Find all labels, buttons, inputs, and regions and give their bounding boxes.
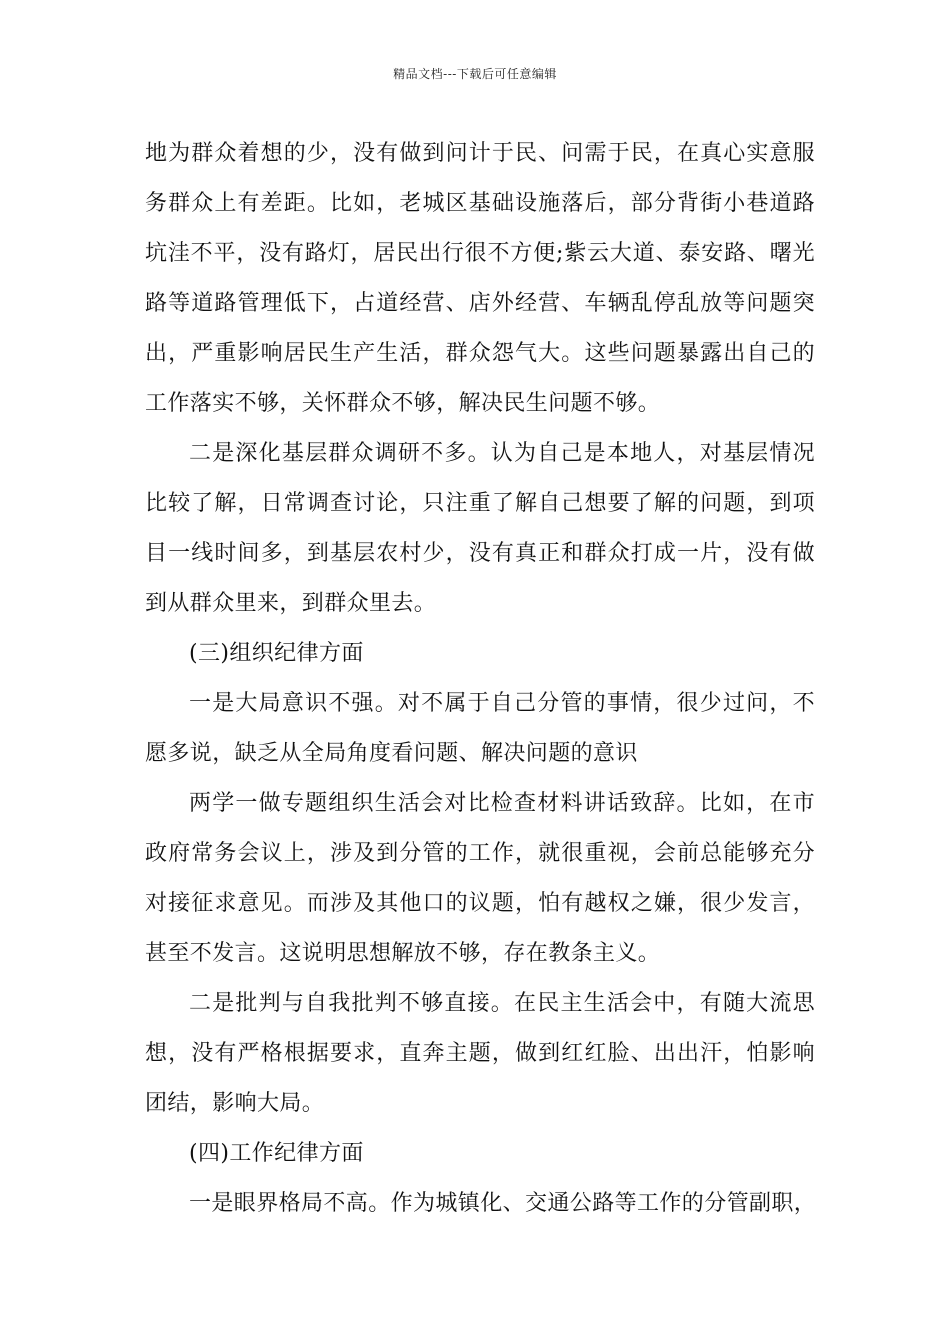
document-body — [145, 129, 815, 1229]
paragraph-line: 出，严重影响居民生产生活，群众怨气大。这些问题暴露出自己的 — [145, 341, 815, 366]
paragraph-line: 想，没有严格根据要求，直奔主题，做到红红脸、出出汗，怕影响 — [145, 1041, 815, 1066]
paragraph-first-line: (四)工作纪律方面 — [189, 1141, 364, 1166]
paragraph-line: 地为群众着想的少，没有做到问计于民、问需于民，在真心实意服 — [145, 141, 815, 166]
paragraph-line: 目一线时间多，到基层农村少，没有真正和群众打成一片，没有做 — [145, 541, 815, 566]
paragraph-line: 团结，影响大局。 — [145, 1091, 325, 1116]
paragraph-line: 到从群众里来，到群众里去。 — [145, 591, 437, 616]
paragraph-line: 比较了解，日常调查讨论，只注重了解自己想要了解的问题，到项 — [145, 491, 815, 516]
paragraph-line: 路等道路管理低下，占道经营、店外经营、车辆乱停乱放等问题突 — [145, 291, 815, 316]
paragraph-line: 甚至不发言。这说明思想解放不够，存在教条主义。 — [145, 941, 661, 966]
paragraph-first-line: 一是大局意识不强。对不属于自己分管的事情，很少过问，不 — [189, 691, 815, 716]
paragraph-line: 政府常务会议上，涉及到分管的工作，就很重视，会前总能够充分 — [145, 841, 815, 866]
page-header: 精品文档---下载后可任意编辑 — [393, 67, 557, 81]
paragraph-first-line: 二是批判与自我批判不够直接。在民主生活会中，有随大流思 — [189, 991, 815, 1016]
paragraph-line: 工作落实不够，关怀群众不够，解决民生问题不够。 — [145, 391, 661, 416]
paragraph-first-line: (三)组织纪律方面 — [189, 641, 364, 666]
paragraph-line: 坑洼不平，没有路灯，居民出行很不方便;紫云大道、泰安路、曙光 — [145, 241, 815, 266]
paragraph-first-line: 二是深化基层群众调研不多。认为自己是本地人，对基层情况 — [189, 441, 815, 466]
paragraph-line: 对接征求意见。而涉及其他口的议题，怕有越权之嫌，很少发言， — [145, 891, 815, 916]
paragraph-line: 愿多说，缺乏从全局角度看问题、解决问题的意识 — [145, 741, 638, 766]
paragraph-first-line: 一是眼界格局不高。作为城镇化、交通公路等工作的分管副职， — [189, 1191, 817, 1216]
paragraph-line: 务群众上有差距。比如，老城区基础设施落后，部分背街小巷道路 — [145, 191, 815, 216]
paragraph-first-line: 两学一做专题组织生活会对比检查材料讲话致辞。比如，在市 — [189, 791, 815, 816]
